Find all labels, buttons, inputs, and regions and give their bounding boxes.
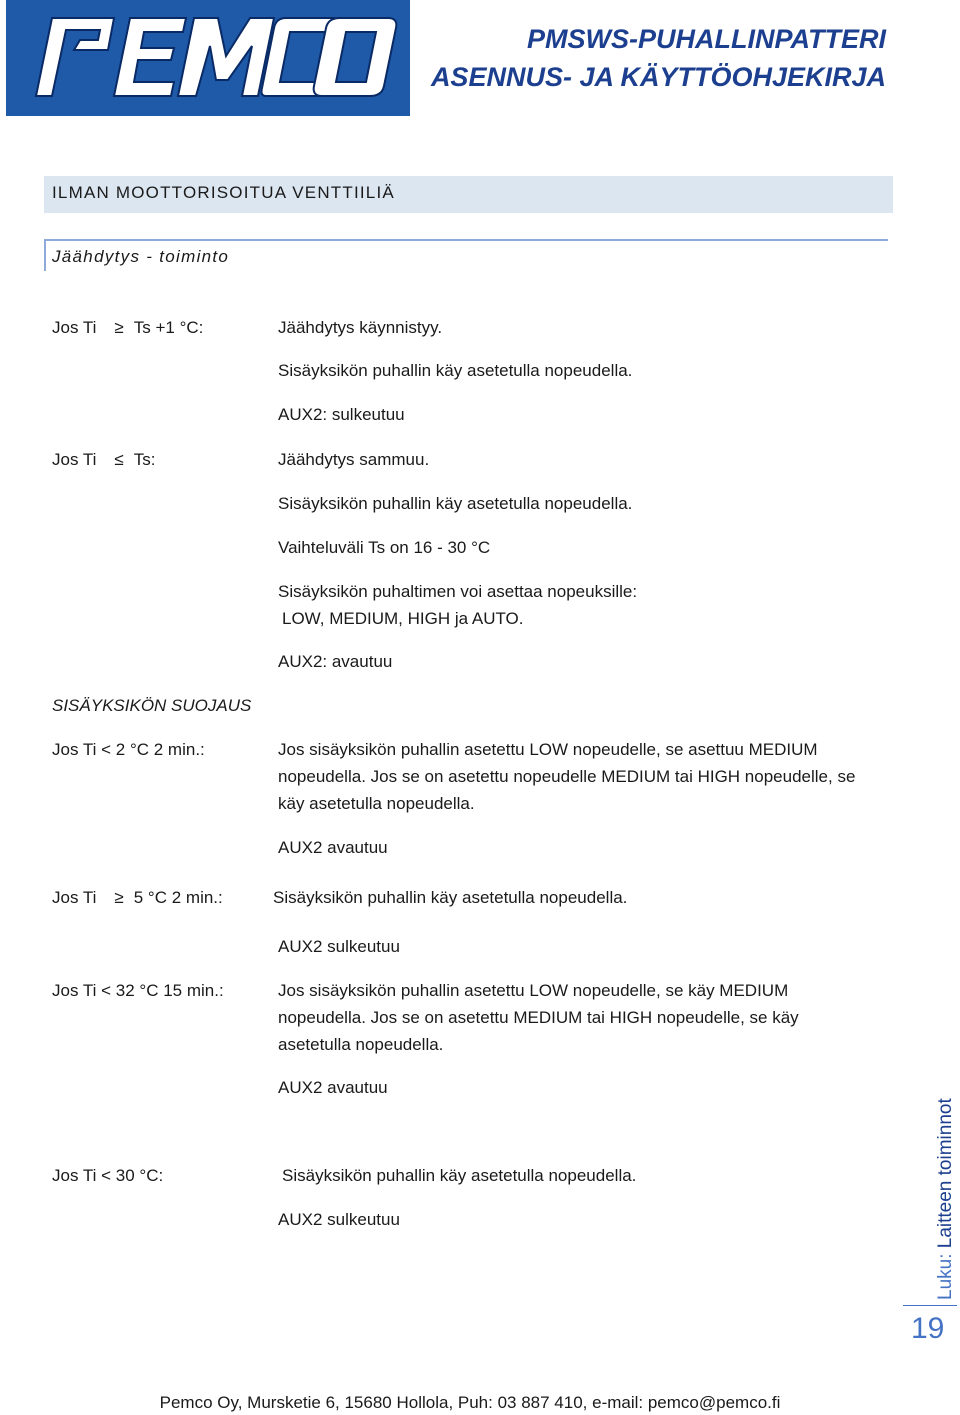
- protection-rule1-aux: AUX2 avautuu: [278, 838, 388, 857]
- cooling-line: Jäähdytys sammuu.: [278, 450, 430, 469]
- protection-rule3-label: Jos Ti < 32 °C 15 min.:: [52, 981, 224, 1000]
- cooling-line: Sisäyksikön puhallin käy asetetulla nopeudella.: [278, 361, 633, 380]
- logo-mark: [6, 0, 410, 116]
- condition-prefix: Jos Ti: [52, 318, 97, 337]
- page-number: 19: [911, 1312, 945, 1345]
- document-title-line1: PMSWS-PUHALLINPATTERI: [527, 24, 886, 54]
- chapter-divider: [903, 1305, 957, 1306]
- condition-suffix: Ts:: [133, 450, 156, 469]
- protection-rule1-text: Jos sisäyksikön puhallin asetettu LOW nopeudelle, se asettuu MEDIUM nopeudella. Jos se on asetettu nopeudelle MEDIUM tai HIGH nopeudelle, se käy asetetulla nopeudella.: [278, 740, 856, 813]
- protection-rule2-text: Sisäyksikön puhallin käy asetetulla nopeudella.: [273, 888, 628, 907]
- condition-suffix: Ts +1 °C:: [133, 318, 204, 337]
- footer-contact: Pemco Oy, Mursketie 6, 15680 Hollola, Puh: 03 887 410, e-mail: pemco@pemco.fi: [159, 1393, 781, 1412]
- protection-rule4-text: Sisäyksikön puhallin käy asetetulla nopeudella.: [282, 1166, 637, 1185]
- section-subheading: [44, 239, 888, 271]
- condition-prefix: Jos Ti: [52, 450, 97, 469]
- document-title-line2: ASENNUS- JA KÄYTTÖOHJEKIRJA: [430, 62, 886, 92]
- cooling-line: AUX2: sulkeutuu: [278, 405, 405, 424]
- condition-label-heat-start: [52, 318, 203, 338]
- section-band-title: ILMAN MOOTTORISOITUA VENTTIILIÄ: [52, 183, 395, 202]
- condition-label-cool-stop: [52, 450, 155, 470]
- cooling-line: AUX2: avautuu: [278, 652, 393, 671]
- protection-rule1-label: Jos Ti < 2 °C 2 min.:: [52, 740, 205, 759]
- section-band: [44, 176, 893, 213]
- cooling-line: LOW, MEDIUM, HIGH ja AUTO.: [282, 609, 524, 628]
- section-subtitle: Jäähdytys - toiminto: [52, 247, 230, 266]
- chapter-side-label: [935, 1098, 957, 1300]
- greater-equal-symbol: ≥: [114, 888, 124, 907]
- protection-rule4-aux: AUX2 sulkeutuu: [278, 1210, 400, 1229]
- condition-suffix: 5 °C 2 min.:: [133, 888, 223, 907]
- protection-rule3-aux: AUX2 avautuu: [278, 1078, 388, 1097]
- condition-prefix: Jos Ti: [52, 888, 97, 907]
- protection-rule2-label: [52, 888, 223, 908]
- protection-heading: SISÄYKSIKÖN SUOJAUS: [52, 696, 252, 715]
- chapter-title: Laitteen toiminnot: [935, 1098, 956, 1249]
- protection-rule4-label: Jos Ti < 30 °C:: [52, 1166, 164, 1185]
- pemco-logo: [6, 0, 410, 116]
- protection-rule3-text: Jos sisäyksikön puhallin asetettu LOW nopeudelle, se käy MEDIUM nopeudella. Jos se on asetettu MEDIUM tai HIGH nopeudelle, se käy asetetulla nopeudella.: [278, 981, 799, 1054]
- protection-rule2-aux: AUX2 sulkeutuu: [278, 937, 400, 956]
- greater-equal-symbol: ≥: [114, 318, 124, 337]
- cooling-line: Jäähdytys käynnistyy.: [278, 318, 443, 337]
- cooling-line: Sisäyksikön puhallin käy asetetulla nopeudella.: [278, 494, 633, 513]
- chapter-prefix: Luku:: [935, 1253, 956, 1300]
- less-equal-symbol: ≤: [114, 450, 124, 469]
- cooling-line: Sisäyksikön puhaltimen voi asettaa nopeuksille:: [278, 582, 638, 601]
- cooling-line: Vaihteluväli Ts on 16 - 30 °C: [278, 538, 491, 557]
